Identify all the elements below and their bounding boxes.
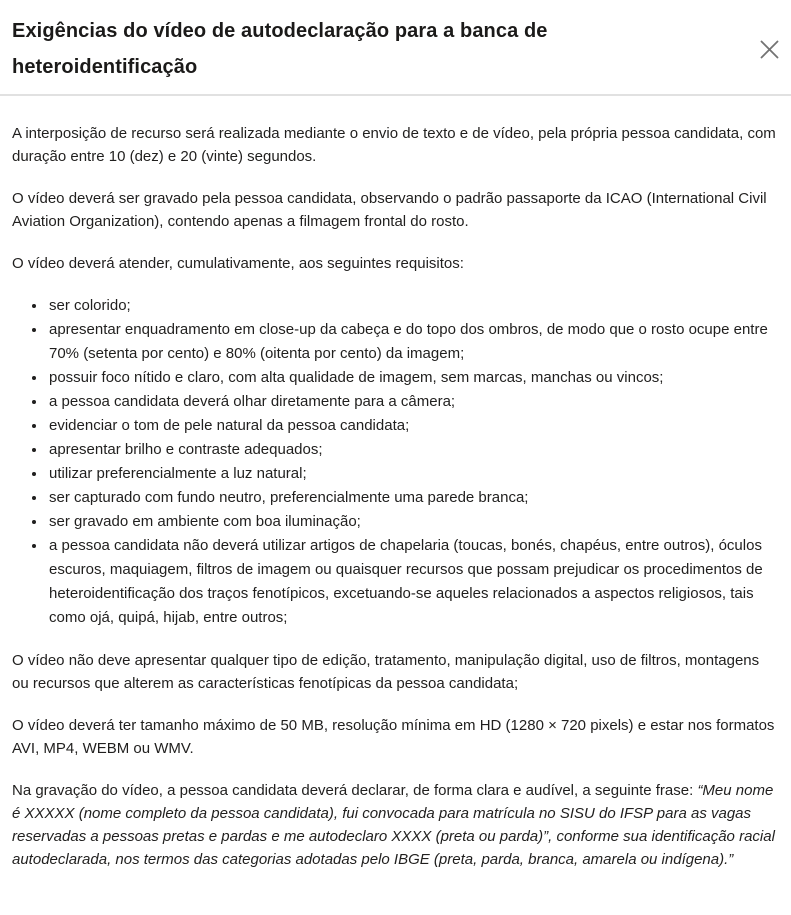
paragraph-icao-standard: O vídeo deverá ser gravado pela pessoa candidata, observando o padrão passaporte da ICAO (International Civil Aviation Organization), contendo apenas a filmagem frontal do rosto.: [12, 190, 767, 230]
close-icon: [760, 40, 779, 59]
list-item: • utilizar preferencialmente a luz natural;: [47, 462, 779, 486]
dialog-title: Exigências do vídeo de autodeclaração para a banca de heteroidentificação: [12, 20, 548, 78]
paragraph-requirements-intro: O vídeo deverá atender, cumulativamente, aos seguintes requisitos:: [12, 255, 464, 272]
list-item: • ser colorido;: [47, 294, 779, 318]
paragraph-no-editing: O vídeo não deve apresentar qualquer tipo de edição, tratamento, manipulação digital, uso de filtros, montagens ou recursos que alterem as características fenotípicas da pessoa candidata;: [12, 652, 760, 692]
list-item: • ser capturado com fundo neutro, preferencialmente uma parede branca;: [47, 486, 779, 510]
list-item: • apresentar brilho e contraste adequados;: [47, 438, 779, 462]
list-item: • evidenciar o tom de pele natural da pessoa candidata;: [47, 414, 779, 438]
paragraph-file-specs: O vídeo deverá ter tamanho máximo de 50 MB, resolução mínima em HD (1280 × 720 pixels) e estar nos formatos AVI, MP4, WEBM ou WMV.: [12, 717, 775, 757]
dialog-header: [0, 0, 791, 94]
list-item: • ser gravado em ambiente com boa iluminação;: [47, 510, 779, 534]
declaration-lead: Na gravação do vídeo, a pessoa candidata deverá declarar, de forma clara e audível, a seguinte frase:: [12, 782, 698, 799]
dialog-body: [0, 96, 791, 871]
list-item: • a pessoa candidata não deverá utilizar artigos de chapelaria (toucas, bonés, chapéus, entre outros), óculos escuros, maquiagem, filtros de imagem ou quaisquer recursos que possam prejudicar os procedimentos de heteroidentificação dos traços fenotípicos, excetuando-se aqueles relacionados a aspectos religiosos, tais como ojá, quipá, hijab, entre outros;: [47, 534, 779, 630]
paragraph-appeal-submission: A interposição de recurso será realizada mediante o envio de texto e de vídeo, pela própria pessoa candidata, com duração entre 10 (dez) e 20 (vinte) segundos.: [12, 125, 776, 165]
list-item: • a pessoa candidata deverá olhar diretamente para a câmera;: [47, 390, 779, 414]
paragraph-declaration: [12, 779, 779, 871]
requirements-list: [12, 294, 779, 630]
list-item: • possuir foco nítido e claro, com alta qualidade de imagem, sem marcas, manchas ou vincos;: [47, 366, 779, 390]
declaration-quote: “Meu nome é XXXXX (nome completo da pessoa candidata), fui convocada para matrícula no SISU do IFSP para as vagas reservadas a pessoas pretas e pardas e me autodeclaro XXXX (preta ou parda)”, conforme sua identificação racial autodeclarada, nos termos das categorias adotadas pelo IBGE (preta, parda, branca, amarela ou indígena).”: [12, 782, 775, 868]
close-button[interactable]: [754, 34, 784, 64]
list-item: • apresentar enquadramento em close-up da cabeça e do topo dos ombros, de modo que o rosto ocupe entre 70% (setenta por cento) e 80% (oitenta por cento) da imagem;: [47, 318, 779, 366]
